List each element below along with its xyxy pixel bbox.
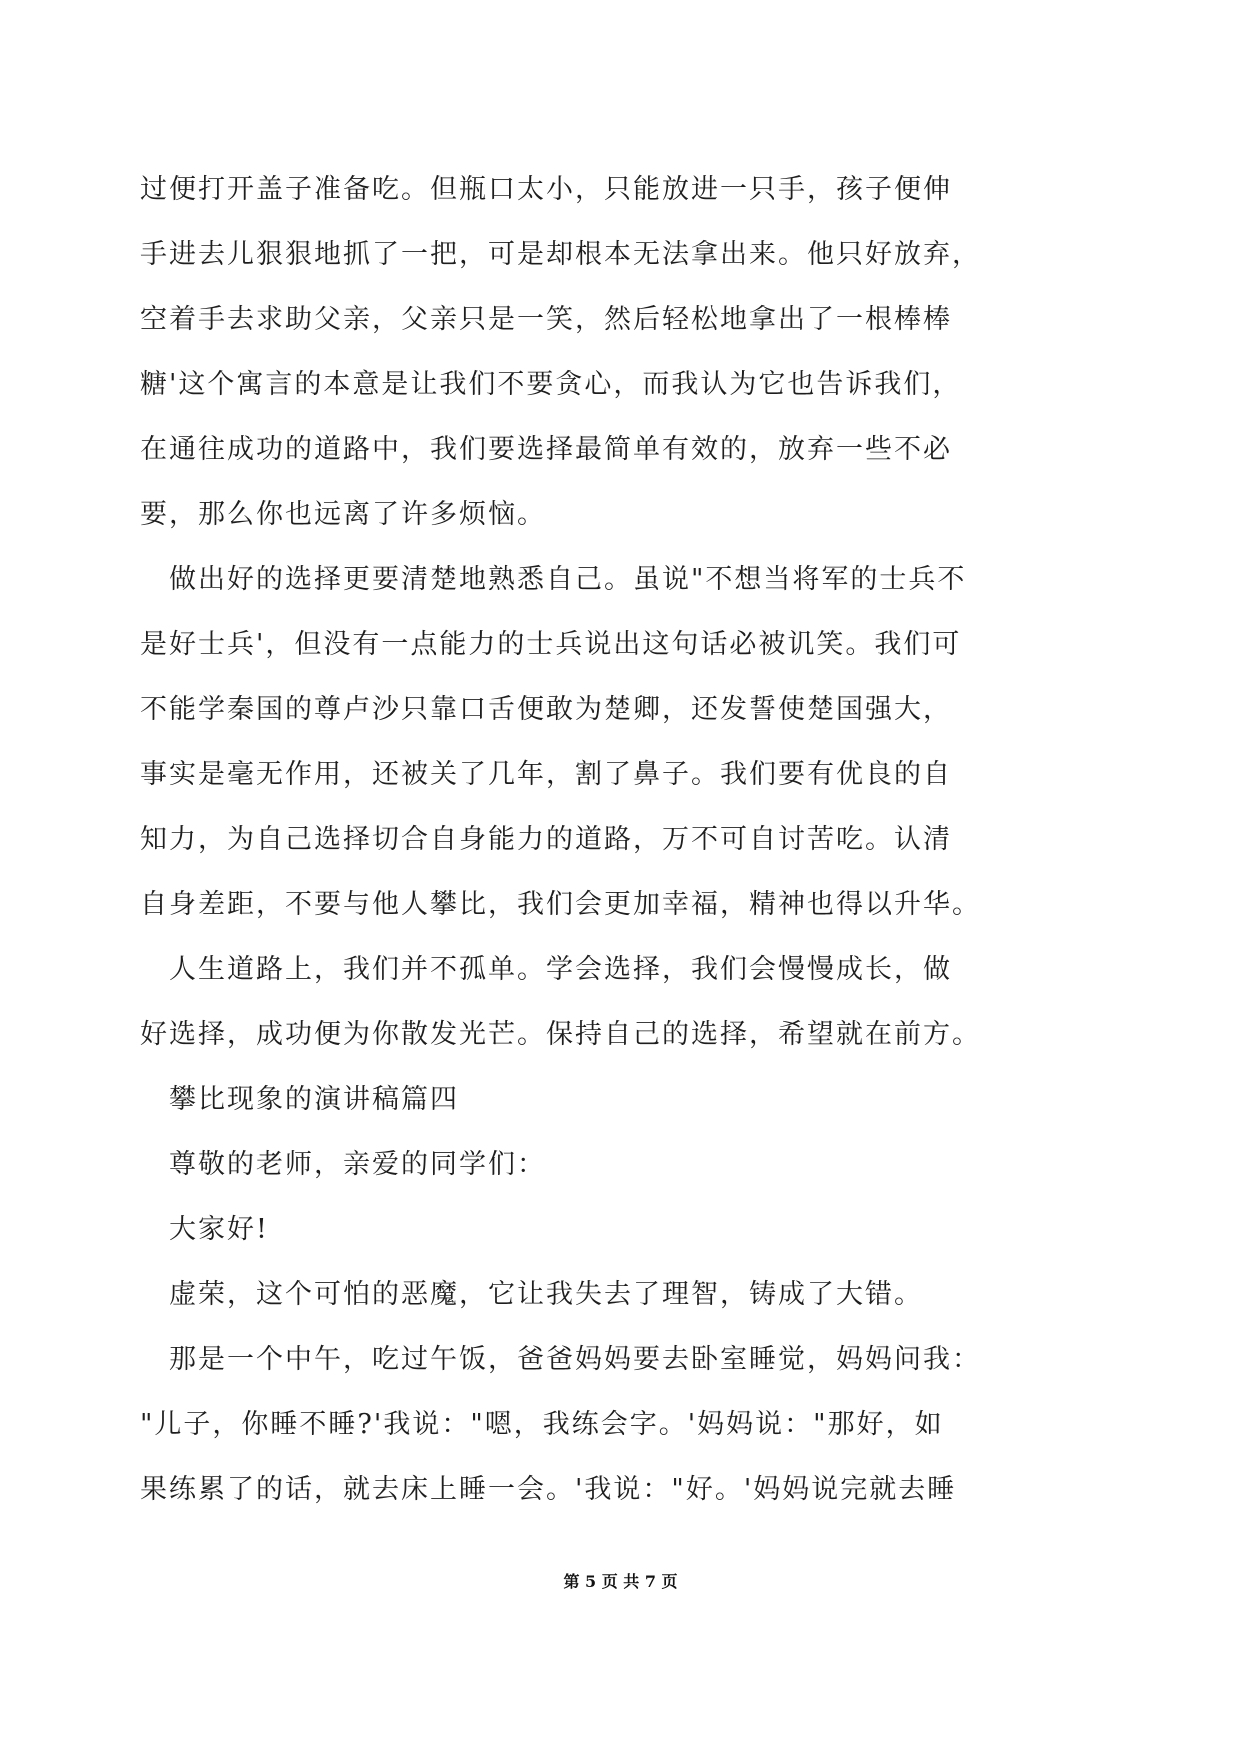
text-line: 不能学秦国的尊卢沙只靠口舌便敢为楚卿，还发誓使楚国强大， bbox=[140, 694, 952, 725]
text-line: "儿子，你睡不睡?'我说："嗯，我练会字。'妈妈说："那好，如 bbox=[140, 1409, 944, 1440]
text-line: 是好士兵'，但没有一点能力的士兵说出这句话必被讥笑。我们可 bbox=[140, 629, 962, 660]
paragraph-first-line: 那是一个中午，吃过午饭，爸爸妈妈要去卧室睡觉，妈妈问我： bbox=[169, 1344, 981, 1375]
text-line: 要，那么你也远离了许多烦恼。 bbox=[140, 499, 546, 530]
text-line: 空着手去求助父亲，父亲只是一笑，然后轻松地拿出了一根棒棒 bbox=[140, 304, 952, 335]
section-heading: 攀比现象的演讲稿篇四 bbox=[169, 1084, 459, 1115]
text-line: 自身差距，不要与他人攀比，我们会更加幸福，精神也得以升华。 bbox=[140, 889, 981, 920]
text-line: 在通往成功的道路中，我们要选择最简单有效的，放弃一些不必 bbox=[140, 434, 952, 465]
paragraph-first-line: 虚荣，这个可怕的恶魔，它让我失去了理智，铸成了大错。 bbox=[169, 1279, 923, 1310]
document-body bbox=[140, 157, 1140, 1522]
text-line: 事实是毫无作用，还被关了几年，割了鼻子。我们要有优良的自 bbox=[140, 759, 952, 790]
text-line: 糖'这个寓言的本意是让我们不要贪心，而我认为它也告诉我们， bbox=[140, 369, 962, 400]
page-number: 第 5 页 共 7 页 bbox=[563, 1572, 678, 1591]
salutation: 尊敬的老师，亲爱的同学们： bbox=[169, 1149, 546, 1180]
text-line: 手进去儿狠狠地抓了一把，可是却根本无法拿出来。他只好放弃， bbox=[140, 239, 981, 270]
greeting: 大家好! bbox=[169, 1214, 269, 1245]
text-line: 过便打开盖子准备吃。但瓶口太小，只能放进一只手，孩子便伸 bbox=[140, 174, 952, 205]
paragraph-first-line: 做出好的选择更要清楚地熟悉自己。虽说"不想当将军的士兵不 bbox=[169, 564, 967, 595]
paragraph-first-line: 人生道路上，我们并不孤单。学会选择，我们会慢慢成长，做 bbox=[169, 954, 952, 985]
text-line: 果练累了的话，就去床上睡一会。'我说："好。'妈妈说完就去睡 bbox=[140, 1474, 957, 1505]
text-line: 好选择，成功便为你散发光芒。保持自己的选择，希望就在前方。 bbox=[140, 1019, 981, 1050]
text-line: 知力，为自己选择切合自身能力的道路，万不可自讨苦吃。认清 bbox=[140, 824, 952, 855]
